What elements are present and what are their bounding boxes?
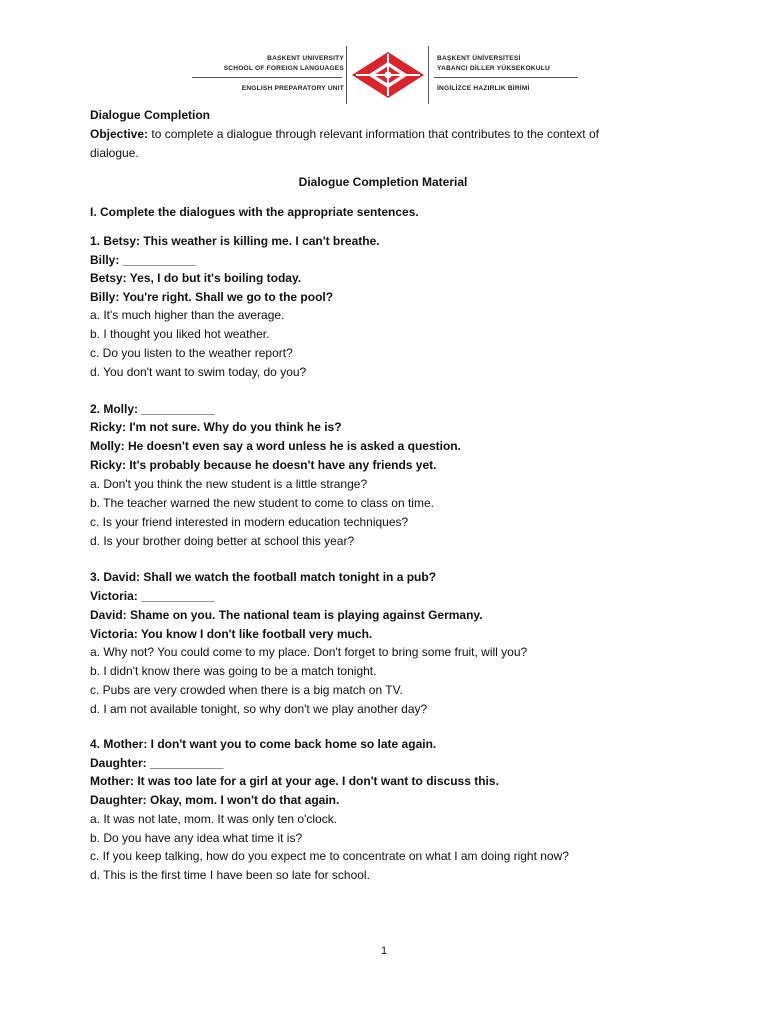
q2-line2: Ricky: I'm not sure. Why do you think he is? <box>90 420 342 434</box>
q3-line3: David: Shame on you. The national team is playing against Germany. <box>90 608 483 622</box>
header-rule-right <box>434 77 578 78</box>
university-logo-icon <box>350 50 426 100</box>
q2-option-b: b. The teacher warned the new student to come to class on time. <box>90 496 434 510</box>
q2-option-c: c. Is your friend interested in modern education techniques? <box>90 515 409 529</box>
q3-line2: Victoria: ___________ <box>90 589 215 603</box>
instruction: I. Complete the dialogues with the appropriate sentences. <box>90 205 419 219</box>
q2-line3: Molly: He doesn't even say a word unless he is asked a question. <box>90 439 461 453</box>
header-left-line1: BASKENT UNIVERSITY <box>267 55 344 62</box>
objective-text: to complete a dialogue through relevant information that contributes to the context of <box>148 127 599 141</box>
q1-option-c: c. Do you listen to the weather report? <box>90 346 293 360</box>
q1-option-b: b. I thought you liked hot weather. <box>90 327 270 341</box>
q3-line4: Victoria: You know I don't like football very much. <box>90 627 373 641</box>
q4-option-b: b. Do you have any idea what time it is? <box>90 831 303 845</box>
q4-line2: Daughter: ___________ <box>90 756 224 770</box>
header-divider-left <box>346 46 347 104</box>
objective <box>90 127 599 142</box>
q2-line1: 2. Molly: ___________ <box>90 402 215 416</box>
material-title: Dialogue Completion Material <box>298 175 468 189</box>
q3-option-a: a. Why not? You could come to my place. Don't forget to bring some fruit, will you? <box>90 645 528 659</box>
q1-option-a: a. It's much higher than the average. <box>90 308 285 322</box>
q4-option-a: a. It was not late, mom. It was only ten o'clock. <box>90 812 338 826</box>
q3-option-b: b. I didn't know there was going to be a match tonight. <box>90 664 377 678</box>
q2-line4: Ricky: It's probably because he doesn't have any friends yet. <box>90 458 437 472</box>
header-left-line2: SCHOOL OF FOREIGN LANGUAGES <box>223 65 344 72</box>
letterhead <box>190 44 580 106</box>
header-right-line2: YABANCI DİLLER YÜKSEKOKULU <box>437 65 550 72</box>
page-number: 1 <box>380 945 388 957</box>
q4-option-d: d. This is the first time I have been so late for school. <box>90 868 370 882</box>
objective-label: Objective: <box>90 127 149 141</box>
objective-text-cont: dialogue. <box>90 146 139 160</box>
q4-line3: Mother: It was too late for a girl at your age. I don't want to discuss this. <box>90 774 499 788</box>
q4-line4: Daughter: Okay, mom. I won't do that again. <box>90 793 340 807</box>
header-left-line3: ENGLISH PREPARATORY UNIT <box>241 85 344 92</box>
header-right-line1: BAŞKENT ÜNİVERSİTESİ <box>437 55 521 62</box>
q4-option-c: c. If you keep talking, how do you expect me to concentrate on what I am doing right now? <box>90 849 569 863</box>
q1-line4: Billy: You're right. Shall we go to the pool? <box>90 290 334 304</box>
q4-line1: 4. Mother: I don't want you to come back home so late again. <box>90 737 437 751</box>
q3-option-c: c. Pubs are very crowded when there is a big match on TV. <box>90 683 403 697</box>
q2-option-d: d. Is your brother doing better at school this year? <box>90 534 355 548</box>
q3-line1: 3. David: Shall we watch the football match tonight in a pub? <box>90 570 437 584</box>
q3-option-d: d. I am not available tonight, so why don't we play another day? <box>90 702 428 716</box>
q1-option-d: d. You don't want to swim today, do you? <box>90 365 307 379</box>
q1-line2: Billy: ___________ <box>90 253 197 267</box>
q1-line3: Betsy: Yes, I do but it's boiling today. <box>90 271 302 285</box>
q1-line1: 1. Betsy: This weather is killing me. I can't breathe. <box>90 234 380 248</box>
q2-option-a: a. Don't you think the new student is a little strange? <box>90 477 368 491</box>
header-rule-left <box>192 77 342 78</box>
doc-title: Dialogue Completion <box>90 108 210 122</box>
header-divider-right <box>428 46 429 104</box>
header-right-line3: İNGİLİZCE HAZIRLIK BİRİMİ <box>437 85 530 92</box>
